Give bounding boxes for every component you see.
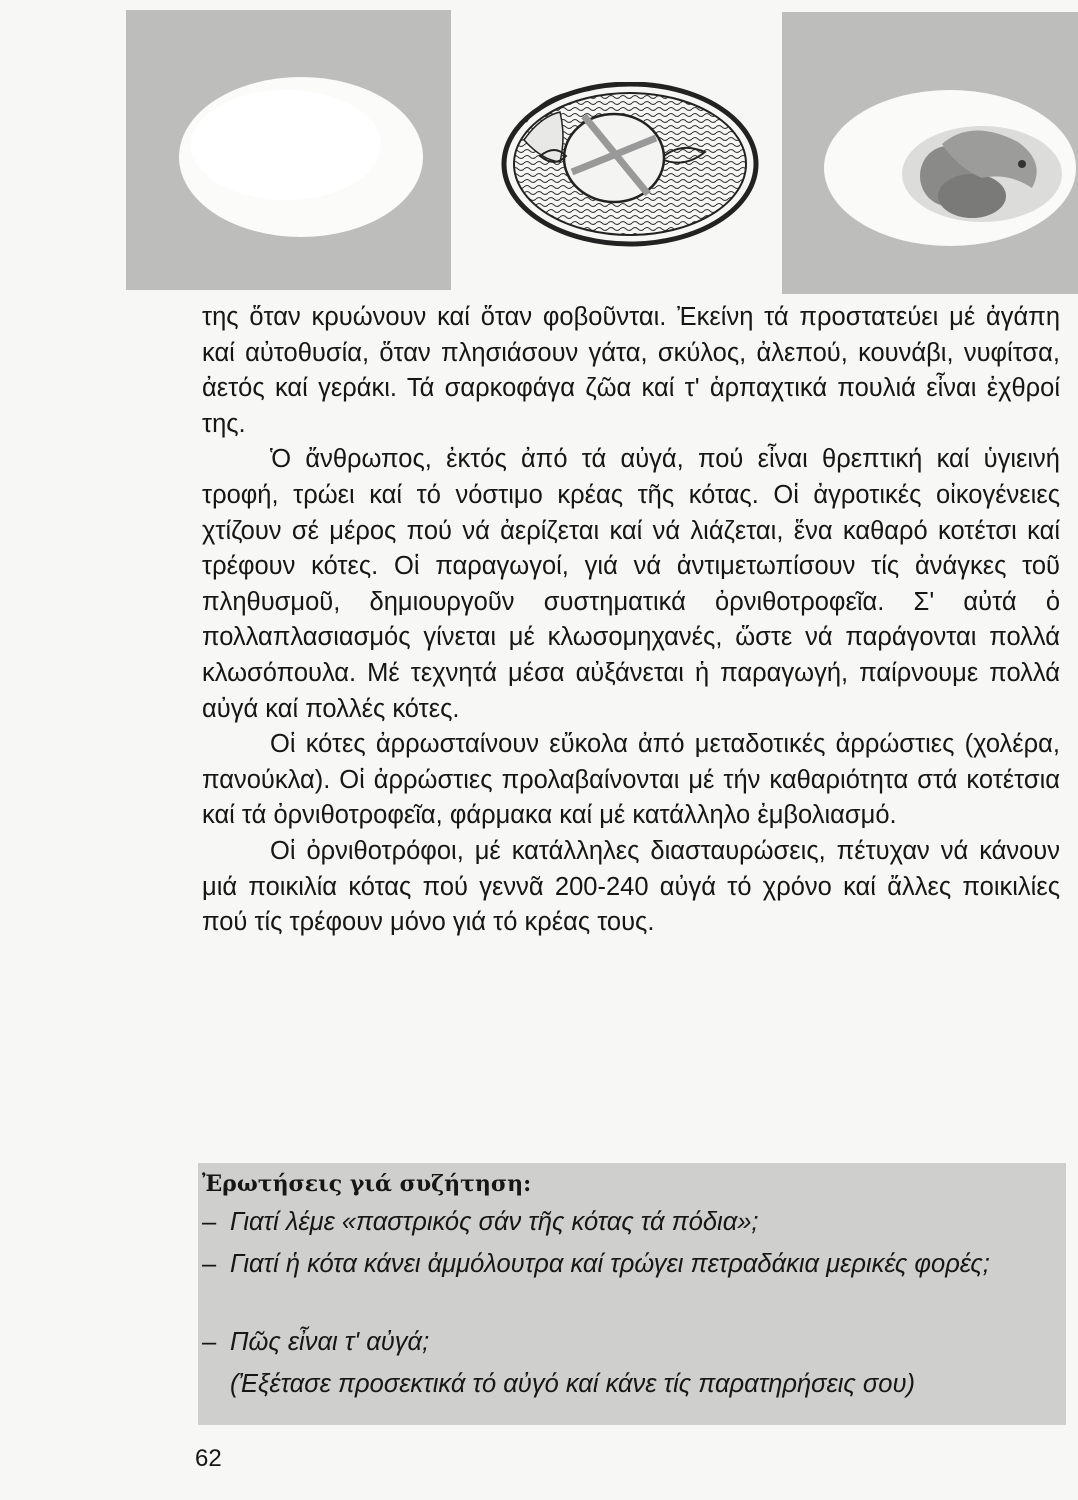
question-item: [202, 1247, 1078, 1283]
paragraph: Οἱ κότες ἀρρωσταίνουν εὔκολα ἀπό μεταδοτικές ἀρρώστιες (χολέρα, πανούκλα). Οἱ ἀρρώστιες προλαβαίνονται μέ τήν καθαριότητα στά κοτέτσια καί τά ὀρνιθοτροφεῖα, φάρμακα καί μέ κατάλληλο ἐμβολιασμό.: [202, 730, 1060, 830]
question-text: (Ἐξέτασε προσεκτικά τό αὐγό καί κάνε τίς παρατηρήσεις σου): [230, 1370, 915, 1398]
question-text: Γιατί ἡ κότα κάνει ἀμμόλουτρα καί τρώγει πετραδάκια μερικές φορές;: [230, 1250, 990, 1278]
question-note: [202, 1367, 1078, 1403]
discussion-questions-box: [198, 1163, 1066, 1425]
question-text: Πῶς εἶναι τ' αὐγά;: [230, 1328, 430, 1356]
hatching-chick-icon: [822, 88, 1078, 248]
hatching-chick-photo: [782, 12, 1078, 294]
question-item: [202, 1325, 1078, 1361]
dash-bullet: –: [202, 1328, 217, 1356]
body-text: [202, 300, 1060, 941]
question-text: Γιατί λέμε «παστρικός σάν τῆς κότας τά πόδια»;: [230, 1208, 759, 1236]
paragraph: Οἱ ὀρνιθοτρόφοι, μέ κατάλληλες διασταυρώσεις, πέτυχαν νά κάνουν μιά ποικιλία κότας πού γεννᾶ 200-240 αὐγά τό χρόνο καί ἄλλες ποικιλίες πού τίς τρέφουν μόνο γιά τό κρέας τους.: [202, 836, 1060, 937]
paragraph: της ὅταν κρυώνουν καί ὅταν φοβοῦνται. Ἐκείνη τά προστατεύει μέ ἀγάπη καί αὐτοθυσία, ὅταν πλησιάσουν γάτα, σκύλος, ἀλεπού, κουνάβι, νυφίτσα, ἀετός καί γεράκι. Τά σαρκοφάγα ζῶα καί τ' ἁρπαχτικά πουλιά εἶναι ἐχθροί της.: [202, 303, 1060, 438]
question-item: [202, 1205, 1078, 1241]
egg-icon: [176, 75, 426, 240]
dash-bullet: –: [202, 1208, 217, 1236]
paragraph: Ὁ ἄνθρωπος, ἐκτός ἀπό τά αὐγά, πού εἶναι θρεπτική καί ὑγιεινή τροφή, τρώει καί τό νόστιμο κρέας τῆς κότας. Οἱ ἀγροτικές οἰκογένειες χτίζουν σέ μέρος πού νά ἀερίζεται καί νά λιάζεται, ἕνα καθαρό κοτέτσι καί τρέφουν κότες. Οἱ παραγωγοί, γιά νά ἀντιμετωπίσουν τίς ἀνάγκες τοῦ πληθυσμοῦ, δημιουργοῦν συστηματικά ὀρνιθοτροφεῖα. Σ' αὐτά ὁ πολλαπλασιασμός γίνεται μέ κλωσομηχανές, ὥστε νά παράγονται πολλά κλωσόπουλα. Μέ τεχνητά μέσα αὐξάνεται ἡ παραγωγή, παίρνουμε πολλά αὐγά καί πολλές κότες.: [202, 445, 1060, 723]
egg-cross-section-diagram: [500, 82, 760, 247]
egg-photo: [126, 10, 451, 290]
questions-title: Ἐρωτήσεις γιά συζήτηση:: [202, 1171, 532, 1197]
page-number: 62: [195, 1445, 222, 1472]
dash-bullet: –: [202, 1250, 217, 1278]
